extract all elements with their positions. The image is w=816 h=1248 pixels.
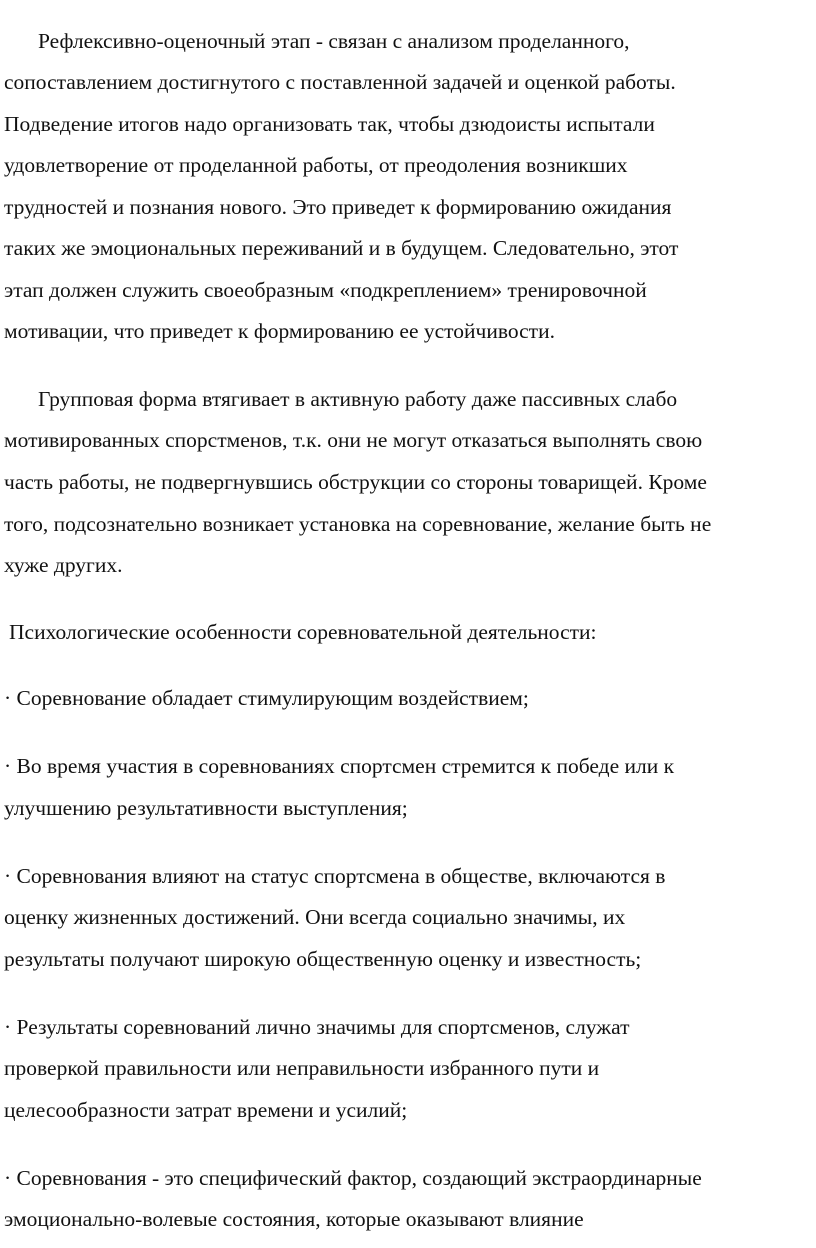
text-line: трудностей и познания нового. Это приведет к формированию ожидания	[4, 195, 672, 219]
text-line: · Соревнования влияют на статус спортсмена в обществе, включаются в	[4, 864, 666, 888]
text-line: Групповая форма втягивает в активную работу даже пассивных слабо	[38, 387, 678, 411]
section-heading: Психологические особенности соревновательной деятельности:	[9, 620, 597, 644]
text-line: · Соревнование обладает стимулирующим воздействием;	[4, 686, 529, 710]
text-line: удовлетворение от проделанной работы, от преодоления возникших	[4, 153, 628, 177]
text-line: мотивации, что приведет к формированию ее устойчивости.	[4, 319, 555, 343]
text-line: того, подсознательно возникает установка на соревнование, желание быть не	[4, 512, 712, 536]
text-line: · Во время участия в соревнованиях спортсмен стремится к победе или к	[4, 754, 675, 778]
text-line: оценку жизненных достижений. Они всегда социально значимы, их	[4, 905, 626, 929]
text-line: часть работы, не подвергнувшись обструкции со стороны товарищей. Кроме	[4, 470, 707, 494]
text-line: проверкой правильности или неправильности избранного пути и	[4, 1056, 600, 1080]
text-line: целесообразности затрат времени и усилий;	[4, 1098, 408, 1122]
text-line: мотивированных спорстменов, т.к. они не могут отказаться выполнять свою	[4, 428, 703, 452]
text-line: хуже других.	[4, 553, 123, 577]
text-line: Подведение итогов надо организовать так, чтобы дзюдоисты испытали	[4, 112, 655, 136]
text-line: эмоционально-волевые состояния, которые оказывают влияние	[4, 1207, 584, 1231]
text-line: · Результаты соревнований лично значимы для спортсменов, служат	[4, 1015, 630, 1039]
text-line: · Соревнования - это специфический фактор, создающий экстраординарные	[4, 1166, 702, 1190]
text-line: улучшению результативности выступления;	[4, 796, 408, 820]
text-line: этап должен служить своеобразным «подкреплением» тренировочной	[4, 278, 647, 302]
text-line: результаты получают широкую общественную оценку и известность;	[4, 947, 642, 971]
text-line: таких же эмоциональных переживаний и в будущем. Следовательно, этот	[4, 236, 679, 260]
text-line: Рефлексивно-оценочный этап - связан с анализом проделанного,	[38, 29, 630, 53]
text-line: сопоставлением достигнутого с поставленной задачей и оценкой работы.	[4, 70, 676, 94]
